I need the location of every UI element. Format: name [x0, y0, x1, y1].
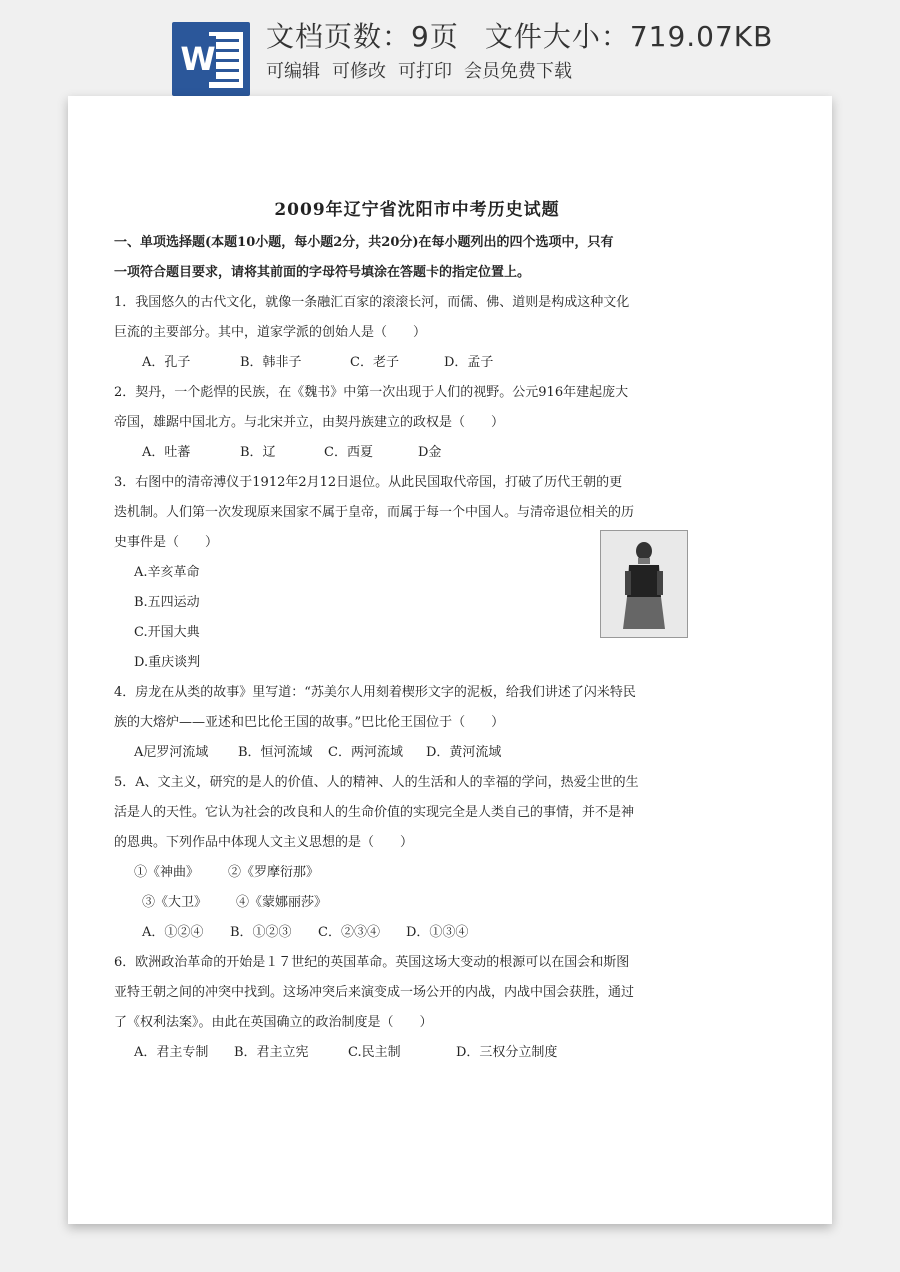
q2-options	[114, 438, 720, 468]
document-info	[266, 18, 799, 86]
q4-options	[114, 738, 720, 768]
feature-modifiable: 可修改	[332, 61, 386, 82]
q3-text-line-1: 3．右图中的清帝溥仪于1912年2月12日退位。从此民国取代帝国，打破了历代王朝的更	[114, 475, 623, 490]
q5-items-row-1	[114, 858, 720, 888]
q6-options	[114, 1038, 720, 1068]
feature-member-download[interactable]: 会员免费下载	[464, 61, 572, 82]
q3-option-c: C.开国大典	[134, 625, 200, 640]
q5-text-line-3: 的恩典。下列作品中体现人文主义思想的是（ ）	[114, 835, 414, 850]
q5-option-c: C．②③④	[318, 925, 380, 940]
q1-option-d: D．孟子	[444, 355, 494, 370]
q4-option-b: B．恒河流域	[238, 745, 313, 760]
q6-option-b: B．君主立宪	[234, 1045, 309, 1060]
q1-text-line-1: 1．我国悠久的古代文化，就像一条融汇百家的滚滚长河，而儒、佛、道则是构成这种文化	[114, 295, 630, 310]
section-1-heading-line-1: 一、单项选择题(本题10小题，每小题2分，共20分)在每小题列出的四个选项中，只有	[114, 235, 614, 250]
q6-option-c: C.民主制	[348, 1045, 401, 1060]
q6-text-line-2: 亚特王朝之间的冲突中找到。这场冲突后来演变成一场公开的内战，内战中国会获胜，通过	[114, 985, 635, 1000]
q2-option-d: D金	[418, 445, 442, 460]
q2-option-b: B．辽	[240, 445, 276, 460]
q5-option-b: B．①②③	[230, 925, 292, 940]
q1-option-a: A．孔子	[142, 355, 191, 370]
q5-item-4: ④《蒙娜丽莎》	[236, 895, 328, 910]
q2-option-c: C．西夏	[324, 445, 373, 460]
q5-options	[114, 918, 720, 948]
feature-editable: 可编辑	[266, 61, 320, 82]
exam-content	[114, 196, 720, 1068]
download-banner	[0, 0, 900, 96]
q5-item-1: ①《神曲》	[134, 865, 200, 880]
q5-option-d: D．①③④	[406, 925, 469, 940]
q6-text-line-3: 了《权利法案》。由此在英国确立的政治制度是（ ）	[114, 1015, 433, 1030]
q3-text-line-3: 史事件是（ ）	[114, 535, 219, 550]
q1-option-b: B．韩非子	[240, 355, 302, 370]
feature-printable: 可打印	[398, 61, 452, 82]
q2-option-a: A．吐蕃	[142, 445, 191, 460]
q5-item-3: ③《大卫》	[142, 895, 208, 910]
q6-option-d: D．三权分立制度	[456, 1045, 558, 1060]
q5-text-line-1: 5．A、文主义，研究的是人的价值、人的精神、人的生活和人的幸福的学问，热爱尘世的生	[114, 775, 639, 790]
q4-option-c: C．两河流域	[328, 745, 403, 760]
q5-option-a: A．①②④	[142, 925, 204, 940]
section-1-heading-line-2: 一项符合题目要求，请将其前面的字母符号填涂在答题卡的指定位置上。	[114, 265, 531, 280]
q2-text-line-2: 帝国，雄踞中国北方。与北宋并立，由契丹族建立的政权是（ ）	[114, 415, 505, 430]
q3-option-a: A.辛亥革命	[134, 565, 200, 580]
q3-option-d: D.重庆谈判	[134, 655, 201, 670]
q2-text-line-1: 2．契丹，一个彪悍的民族，在《魏书》中第一次出现于人们的视野。公元916年建起庞大	[114, 385, 629, 400]
word-icon-letter: W	[180, 36, 216, 82]
q1-options	[114, 348, 720, 378]
q4-text-line-2: 族的大熔炉——亚述和巴比伦王国的故事。”巴比伦王国位于（ ）	[114, 715, 505, 730]
q3-text-line-2: 迭机制。人们第一次发现原来国家不属于皇帝，而属于每一个中国人。与清帝退位相关的历	[114, 505, 635, 520]
q5-item-2: ②《罗摩衍那》	[228, 865, 320, 880]
q4-option-a: A尼罗河流域	[134, 745, 209, 760]
exam-title: 2009年辽宁省沈阳市中考历史试题	[274, 200, 560, 220]
q5-items-row-2	[114, 888, 720, 918]
q5-text-line-2: 活是人的天性。它认为社会的改良和人的生命价值的实现完全是人类自己的事情，并不是神	[114, 805, 635, 820]
q6-option-a: A．君主专制	[134, 1045, 209, 1060]
page-count: 文档页数：9页	[266, 20, 459, 53]
word-document-icon	[172, 22, 250, 96]
q1-text-line-2: 巨流的主要部分。其中，道家学派的创始人是（ ）	[114, 325, 427, 340]
q4-text-line-1: 4．房龙在从类的故事》里写道：“苏美尔人用刻着楔形文字的泥板，给我们讲述了闪米特民	[114, 685, 636, 700]
q4-option-d: D．黄河流域	[426, 745, 502, 760]
q1-option-c: C．老子	[350, 355, 399, 370]
file-size: 文件大小：719.07KB	[484, 20, 774, 53]
q6-text-line-1: 6．欧洲政治革命的开始是１７世纪的英国革命。英国这场大变动的根源可以在国会和斯图	[114, 955, 630, 970]
q3-option-b: B.五四运动	[134, 595, 200, 610]
